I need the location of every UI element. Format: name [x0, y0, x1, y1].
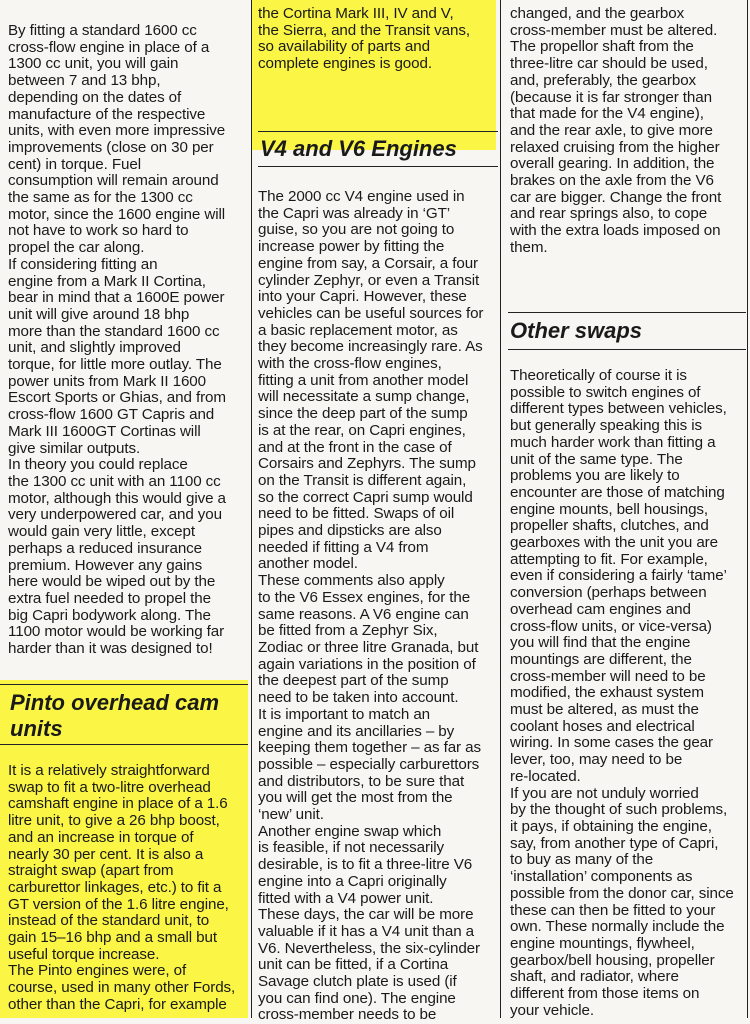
heading-rule-top — [258, 131, 498, 132]
heading-rule-bottom — [258, 166, 498, 167]
column-3 — [502, 0, 746, 1018]
heading-rule-bottom — [0, 744, 248, 745]
column-rule — [500, 0, 501, 1018]
heading-rule-bottom — [508, 349, 746, 350]
body-text: changed, and the gearbox cross-member must be altered. The propellor shaft from the three-litre car should be used, and, preferably, the gearbox (because it is far stronger than that made for the V4 engine), and the rear axle, to give more relaxed cruising from the higher overall gearing. In addition, the brakes on the axle from the V6 car are bigger. Change the front and rear springs also, to cope with the extra loads imposed on them. — [510, 5, 722, 256]
body-text: It is a relatively straightforward swap to fit a two-litre overhead camshaft engine in place of a 1.6 litre unit, to give a 26 bhp boost, and an increase in torque of nearly 30 per cent. It is also a straight swap (apart from carburettor linkages, etc.) to fit a GT version of the 1.6 litre engine, instead of the standard unit, to gain 15–16 bhp and a small but useful torque increase. The Pinto engines were, of course, used in many other Fords, other than the Capri, for example — [8, 762, 236, 1013]
body-text: The 2000 cc V4 engine used in the Capri was already in ‘GT’ guise, so you are not going to increase power by fitting the engine from say, a Corsair, a four cylinder Zephyr, or even a Transit into your Capri. However, these vehicles can be useful sources for a basic replacement motor, as they become increasingly rare. As with the cross-flow engines, fitting a unit from another model will necessitate a sump change, since the deep part of the sump is at the rear, on Capri engines, and at the front in the case of Corsairs and Zephyrs. The sump on the Transit is different again, so the correct Capri sump would need to be fitted. Swaps of oil pipes and dipsticks are also needed if fitting a V4 from another model. These comments also apply to the V6 Essex engines, for the same reasons. A V6 engine can be fitted from a Zephyr Six, Zodiac or three litre Granada, but again variations in the position of the deepest part of the sump need to be taken into account. It is important to match an engine and its ancillaries – by keeping them together – as far as possible – especially carburettors and distributors, to be sure that you will get the most from the ‘new’ unit. Another engine swap which is feasible, if not necessarily desirable, is to fit a three-litre V6 engine into a Capri originally fitted with a V4 power unit. These days, the car will be more valuable if it has a V4 unit than a V6. Nevertheless, the six-cylinder unit can be fitted, if a Cortina Savage clutch plate is used (if you can find one). The engine cross-member needs to be — [258, 188, 484, 1024]
heading-rule-top — [508, 312, 746, 313]
column-rule — [747, 0, 748, 1018]
body-text: Theoretically of course it is possible to switch engines of different types between vehicles, but generally speaking this is much harder work than fitting a unit of the same type. The problems you are likely to encounter are those of matching engine mounts, bell housings, propeller shafts, clutches, and gearboxes with the unit you are attempting to fit. For example, even if considering a fairly ‘tame’ conversion (perhaps between overhead cam engines and cross-flow units, or vice-versa) you will find that the engine mountings are different, the cross-member will need to be modified, the exhaust system must be altered, as must the coolant hoses and electrical wiring. In some cases the gear lever, too, may need to be re-located. If you are not unduly worried by the thought of such problems, it pays, if obtaining the engine, say, from another type of Capri, to buy as many of the ‘installation’ components as possible from the donor car, since these can then be fitted to your own. These normally include the engine mountings, flywheel, gearbox/bell housing, propeller shaft, and radiator, where different from those items on your vehicle. — [510, 367, 734, 1019]
body-text: the Cortina Mark III, IV and V, the Sierra, and the Transit vans, so availability of parts and complete engines is good. — [258, 5, 470, 73]
column-2 — [252, 0, 498, 1024]
section-heading-pinto: Pinto overhead cam units — [10, 690, 220, 741]
section-heading-other-swaps: Other swaps — [510, 318, 643, 343]
section-heading-v4-v6: V4 and V6 Engines — [260, 136, 457, 161]
body-text: By fitting a standard 1600 cc cross-flow engine in place of a 1300 cc unit, you will gain between 7 and 13 bhp, depending on the dates of manufacture of the respective units, with even more impressive improvements (close on 30 per cent) in torque. Fuel consumption will remain around the same as for the 1300 cc motor, since the 1600 engine will not have to work so hard to propel the car along. If considering fitting an engine from a Mark II Cortina, bear in mind that a 1600E power unit will give around 18 bhp more than the standard 1600 cc unit, and slightly improved torque, for little more outlay. The power units from Mark II 1600 Escort Sports or Ghias, and from cross-flow 1600 GT Capris and Mark III 1600GT Cortinas will give similar outputs. In theory you could replace the 1300 cc unit with an 1100 cc motor, although this would give a very underpowered car, and you would gain very little, except perhaps a reduced insurance premium. However any gains here would be wiped out by the extra fuel needed to propel the big Capri bodywork along. The 1100 motor would be working far harder than it was designed to! — [8, 22, 226, 658]
column-1 — [0, 0, 248, 1018]
heading-rule-top — [0, 684, 248, 685]
